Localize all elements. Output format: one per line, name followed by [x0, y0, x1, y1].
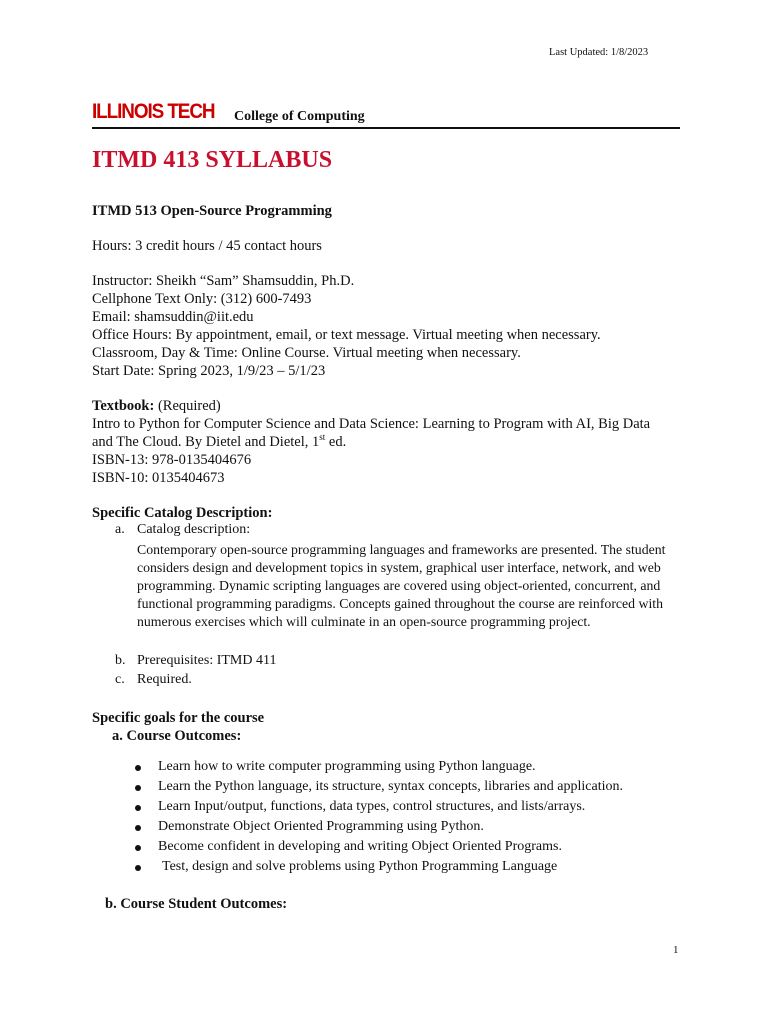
- office-hours: Office Hours: By appointment, email, or text message. Virtual meeting when necessary.: [92, 327, 601, 343]
- outcome-text: Demonstrate Object Oriented Programming using Python.: [158, 819, 484, 834]
- isbn-10: ISBN-10: 0135404673: [92, 470, 225, 486]
- email: Email: shamsuddin@iit.edu: [92, 309, 254, 325]
- header-rule: [92, 127, 680, 129]
- catalog-item-marker: b.: [115, 653, 126, 668]
- start-date: Start Date: Spring 2023, 1/9/23 – 5/1/23: [92, 363, 326, 379]
- classroom: Classroom, Day & Time: Online Course. Virtual meeting when necessary.: [92, 345, 521, 361]
- bullet-icon: [135, 865, 141, 871]
- outcome-text: Become confident in developing and writing Object Oriented Programs.: [158, 839, 562, 854]
- catalog-item-label: Required.: [137, 672, 192, 687]
- textbook-title-2-end: ed.: [325, 434, 347, 450]
- bullet-icon: [135, 825, 141, 831]
- bullet-icon: [135, 785, 141, 791]
- bullet-icon: [135, 805, 141, 811]
- catalog-item-marker: c.: [115, 672, 125, 687]
- outcome-text: Learn the Python language, its structure, syntax concepts, libraries and application.: [158, 779, 623, 794]
- cellphone: Cellphone Text Only: (312) 600-7493: [92, 291, 312, 307]
- college-name: College of Computing: [234, 109, 365, 124]
- bullet-icon: [135, 765, 141, 771]
- catalog-description: Contemporary open-source programming languages and frameworks are presented. The student considers design and development topics in system, graphical user interface, network, and web programming. Dynamic scripting languages are covered using object-oriented, concurrent, and functional programming paradigms. Concepts gained throughout the course are reinforced with numerous exercises which will culminate in an open-source programming project.: [137, 542, 666, 629]
- textbook-heading-line: [92, 397, 221, 415]
- bullet-icon: [135, 845, 141, 851]
- student-outcomes-heading: b. Course Student Outcomes:: [105, 896, 288, 912]
- illinois-tech-logo: ILLINOIS TECH: [92, 100, 215, 123]
- instructor: Instructor: Sheikh “Sam” Shamsuddin, Ph.D.: [92, 273, 355, 289]
- isbn-13: ISBN-13: 978-0135404676: [92, 452, 252, 468]
- catalog-item-marker: a.: [115, 522, 125, 537]
- outcome-text: Learn Input/output, functions, data types, control structures, and lists/arrays.: [158, 799, 586, 814]
- goals-heading: Specific goals for the course: [92, 710, 265, 726]
- textbook-title-2: [92, 433, 346, 451]
- textbook-note: (Required): [154, 398, 221, 414]
- course-outcomes-heading: a. Course Outcomes:: [112, 728, 242, 744]
- last-updated: Last Updated: 1/8/2023: [549, 47, 649, 58]
- catalog-heading: Specific Catalog Description:: [92, 505, 273, 521]
- catalog-item-label: Prerequisites: ITMD 411: [137, 653, 277, 668]
- textbook-title-2-text: and The Cloud. By Dietel and Dietel, 1: [92, 434, 320, 450]
- textbook-heading: Textbook:: [92, 398, 155, 414]
- course-hours: Hours: 3 credit hours / 45 contact hours: [92, 238, 322, 254]
- course-name: ITMD 513 Open-Source Programming: [92, 203, 332, 219]
- textbook-edition-sup: st: [319, 432, 326, 443]
- page-number: 1: [673, 944, 679, 956]
- outcome-text: Test, design and solve problems using Python Programming Language: [162, 859, 558, 874]
- syllabus-title: ITMD 413 SYLLABUS: [92, 147, 333, 173]
- catalog-item-label: Catalog description:: [137, 522, 251, 537]
- outcome-text: Learn how to write computer programming using Python language.: [158, 759, 536, 774]
- textbook-title-1: Intro to Python for Computer Science and Data Science: Learning to Program with AI, Big Data: [92, 416, 651, 432]
